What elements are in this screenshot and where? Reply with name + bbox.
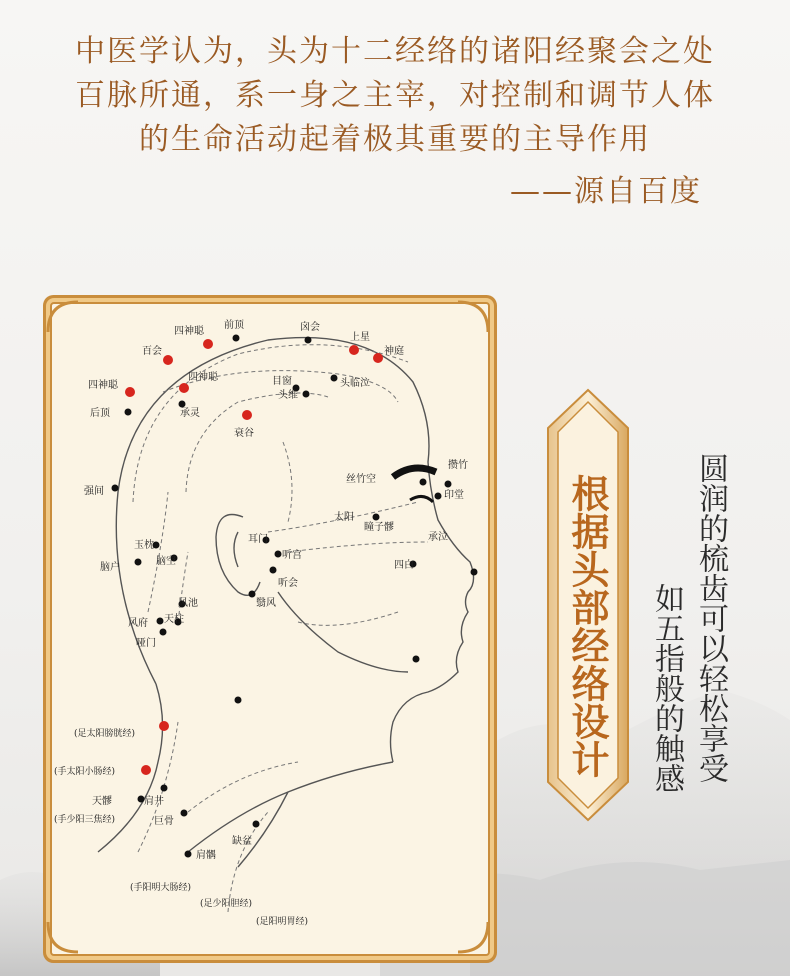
point-baihui (163, 355, 173, 365)
label-taiyang: 太阳 (334, 512, 354, 523)
label-muchuang: 目窗 (272, 376, 292, 387)
point-neck (235, 697, 242, 704)
label-jianjing: 肩井 (144, 796, 164, 807)
eye-icon (410, 496, 433, 502)
title-plaque (546, 388, 630, 822)
label-tinghui: 听会 (278, 578, 298, 589)
point-mouth (413, 656, 420, 663)
label-shangxing: 上星 (350, 332, 370, 343)
label-sizhukong: 丝竹空 (346, 474, 376, 485)
label-quepen: 缺盆 (232, 836, 252, 847)
label-yifeng: 翳风 (256, 598, 276, 609)
label-tianzhu: 天柱 (164, 614, 184, 625)
point-qianding (233, 335, 240, 342)
meridian-diagram-card (38, 292, 498, 962)
quote-line-2: 百脉所通，系一身之主宰，对控制和调节人体 (75, 78, 715, 113)
point-chengqi (373, 514, 380, 521)
label-sanjiao-meridian: (手少阳三焦经) (54, 815, 116, 825)
label-houding: 后顶 (90, 408, 110, 419)
point-bladder (159, 721, 169, 731)
label-yuzhen: 玉枕 (134, 540, 154, 551)
point-fengfu (157, 618, 164, 625)
label-shenting: 神庭 (384, 346, 404, 357)
point-yamen (160, 629, 167, 636)
label-sibai: 四白 (394, 560, 414, 571)
point-houding (125, 409, 132, 416)
label-qiangjian: 强间 (84, 486, 104, 497)
plaque-title: 根据头部经络设计 (565, 474, 610, 778)
label-tianliao: 天髎 (92, 796, 112, 807)
side-text-column-1: 圆润的梳齿可以轻松享受 (693, 453, 728, 783)
point-tinghui (270, 567, 277, 574)
point-touwei (303, 391, 310, 398)
label-xinhui: 囟会 (300, 322, 320, 333)
meridian-lines (133, 345, 428, 912)
point-qiangjian (112, 485, 119, 492)
point-naohu (135, 559, 142, 566)
point-chengling (179, 401, 186, 408)
point-sishencong-top (203, 339, 213, 349)
label-shuaigu: 衰谷 (234, 428, 254, 439)
point-shenting (373, 353, 383, 363)
point-shangxing (349, 345, 359, 355)
label-naokong: 脑空 (156, 556, 176, 567)
point-jianyu (185, 851, 192, 858)
label-fengfu: 风府 (128, 618, 148, 629)
label-tinggong: 听宫 (282, 550, 302, 561)
point-nose-tip (471, 569, 478, 576)
point-toulinqi (331, 375, 338, 382)
label-qianding: 前顶 (224, 320, 244, 331)
label-zanzhu: 攒竹 (448, 460, 468, 471)
label-chengqi: 承泣 (428, 532, 448, 543)
point-jugu (181, 810, 188, 817)
head-meridian-diagram (38, 292, 498, 962)
point-sishencong-left (125, 387, 135, 397)
label-baihui: 百会 (142, 346, 162, 357)
label-jugu: 巨骨 (154, 816, 174, 827)
label-large-intestine-meridian: (手阳明大肠经) (130, 883, 192, 893)
label-small-intestine-meridian: (手太阳小肠经) (54, 767, 116, 777)
label-touwei: 头维 (278, 390, 298, 401)
label-gallbladder-meridian: (足少阳胆经) (200, 899, 253, 909)
label-yamen: 哑门 (136, 638, 156, 649)
point-shuaigu (242, 410, 252, 420)
label-naohu: 脑户 (100, 562, 120, 573)
frame-corners (48, 302, 488, 952)
label-sishencong-top: 四神聪 (174, 326, 204, 337)
label-tongziliao: 瞳子髎 (364, 522, 394, 533)
point-small-intestine (141, 765, 151, 775)
point-sishencong-inner (179, 383, 189, 393)
label-chengling: 承灵 (180, 408, 200, 419)
point-tinggong (275, 551, 282, 558)
point-sizhukong (420, 479, 427, 486)
label-jianyu: 肩髃 (196, 850, 216, 861)
point-xinhui (305, 337, 312, 344)
point-quepen (253, 821, 260, 828)
quote-line-3: 的生命活动起着极其重要的主导作用 (139, 122, 651, 157)
label-bladder-meridian: (足太阳膀胱经) (74, 729, 136, 739)
point-zanzhu (445, 481, 452, 488)
label-stomach-meridian: (足阳明胃经) (256, 917, 309, 927)
label-ermen: 耳门 (248, 534, 268, 545)
quote-line-1: 中医学认为，头为十二经络的诸阳经聚会之处 (75, 34, 715, 69)
label-toulinqi: 头临泣 (340, 378, 370, 389)
label-sishencong-inner: 四神聪 (188, 372, 218, 383)
point-yintang (435, 493, 442, 500)
side-text-column-2: 如五指般的触感 (649, 583, 684, 793)
label-fengchi: 风池 (178, 598, 198, 609)
label-yintang: 印堂 (444, 490, 464, 501)
label-sishencong-left: 四神聪 (88, 380, 118, 391)
head-outline (98, 338, 474, 867)
point-jianjing (161, 785, 168, 792)
quote-source: ——源自百度 (510, 174, 702, 209)
point-yifeng (249, 591, 256, 598)
